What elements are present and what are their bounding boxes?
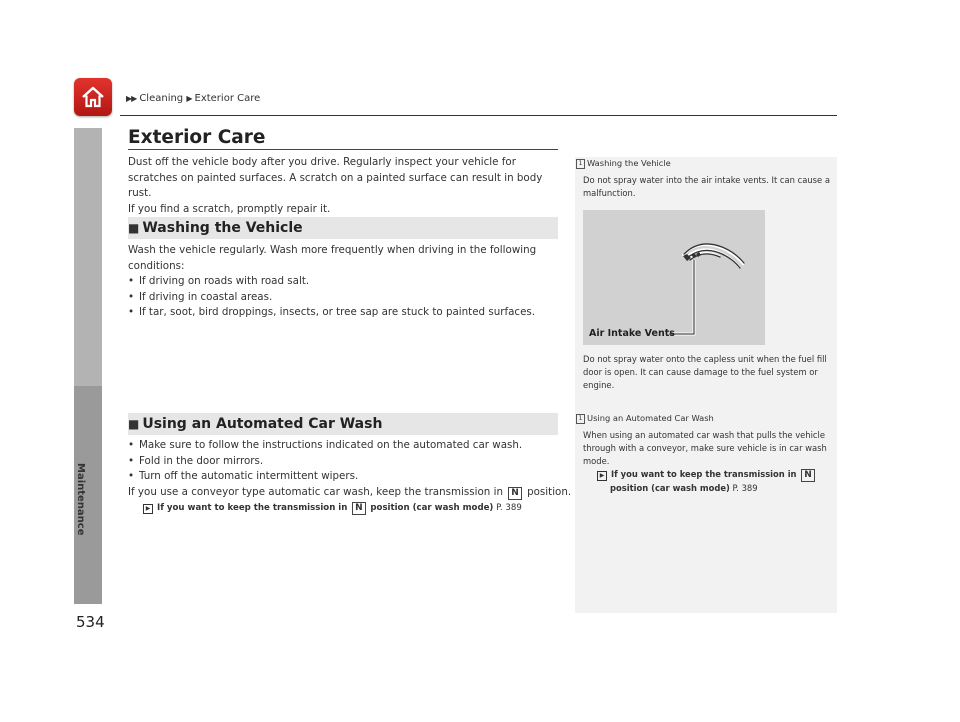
list-item-text: Make sure to follow the instructions indicated on the automated car wash. [139,439,523,451]
section-heading-automated [128,413,558,435]
conveyor-text-end: position. [527,485,572,498]
cross-reference-link[interactable] [143,502,522,515]
breadcrumb-arrow-icon: ▶▶ [126,94,137,103]
conveyor-text: If you use a conveyor type automatic car wash, keep the transmission in [128,485,503,498]
intro-line: scratches on painted surfaces. A scratch on a painted surface can result in body rust. [128,171,543,199]
note-cross-reference-link[interactable] [597,468,817,495]
bullet-dot-icon: • [128,306,135,318]
list-item-text: If driving in coastal areas. [139,290,273,303]
reference-arrow-icon: ▶ [143,504,153,514]
figure-label: Air Intake Vents [589,328,675,339]
list-item-text: If driving on roads with road salt. [139,275,310,287]
note-text: Do not spray water onto the capless unit when the fuel fill door is open. It can cause damage to the fuel system or engine. [583,354,827,390]
gear-n-key: N [352,502,366,515]
note-text: Do not spray water into the air intake vents. It can cause a malfunction. [583,175,830,198]
section-heading-text: Washing the Vehicle [142,220,303,236]
title-rule [128,149,558,150]
air-intake-figure [583,210,765,345]
conveyor-line [128,485,571,501]
home-button[interactable] [74,78,112,116]
reference-line [597,468,817,482]
reference-page: P. 389 [496,503,522,513]
washing-bullet-list [128,274,535,321]
note-title-automated [576,413,714,424]
side-tab-bar [74,128,102,386]
reference-text: If you want to keep the transmission in [611,469,797,479]
reference-line [597,482,817,495]
reference-arrow-icon: ▶ [597,471,607,481]
bullet-dot-icon: • [128,454,135,467]
breadcrumb-item-cleaning[interactable]: Cleaning [139,93,184,104]
note-marker-icon: 1 [576,159,585,169]
bullet-dot-icon: • [128,439,135,451]
note-title-washing [576,158,671,169]
reference-text: If you want to keep the transmission in [157,503,348,513]
list-item-text: Turn off the automatic intermittent wipers. [139,470,359,482]
list-item [128,290,535,306]
note-text: When using an automated car wash that pulls the vehicle through with a conveyor, make sure vehicle is in car wash mode. [583,430,827,466]
home-icon [81,85,105,109]
breadcrumb-arrow-icon: ▶ [186,94,192,103]
automated-bullet-list [128,438,571,500]
bullet-dot-icon: • [128,275,135,287]
reference-page: P. 389 [732,483,758,493]
list-item [128,454,571,470]
gear-n-key: N [508,487,522,500]
breadcrumb-item-exterior-care[interactable]: Exterior Care [194,93,261,104]
breadcrumb [126,93,260,104]
square-bullet-icon: ■ [128,221,140,235]
side-tab-label: Maintenance [75,463,86,536]
gear-n-key: N [801,469,815,482]
bullet-dot-icon: • [128,470,135,482]
page-title: Exterior Care [128,127,266,148]
reference-text: position (car wash mode) [370,503,494,513]
square-bullet-icon: ■ [128,417,140,431]
note-title-text: Washing the Vehicle [587,158,671,168]
washing-paragraph [128,243,568,274]
note-title-text: Using an Automated Car Wash [587,413,714,423]
note-marker-icon: 1 [576,414,585,424]
intro-line: If you find a scratch, promptly repair it. [128,202,331,215]
air-intake-vents-illustration [583,210,765,345]
bullet-dot-icon: • [128,290,135,303]
list-item [128,305,535,321]
washing-line: Wash the vehicle regularly. Wash more frequently when driving in the following [128,244,537,256]
intro-paragraph [128,155,568,217]
list-item [128,438,571,454]
washing-line: conditions: [128,259,185,272]
section-heading-washing [128,217,558,239]
intro-line: Dust off the vehicle body after you drive. Regularly inspect your vehicle for [128,156,516,168]
list-item-text: Fold in the door mirrors. [139,454,264,467]
list-item [128,469,571,485]
reference-text: position (car wash mode) [610,483,730,493]
list-item-text: If tar, soot, bird droppings, insects, or tree sap are stuck to painted surfaces. [139,306,536,318]
header-rule [120,115,837,116]
page-number: 534 [76,613,105,631]
section-heading-text: Using an Automated Car Wash [142,416,383,432]
list-item [128,274,535,290]
